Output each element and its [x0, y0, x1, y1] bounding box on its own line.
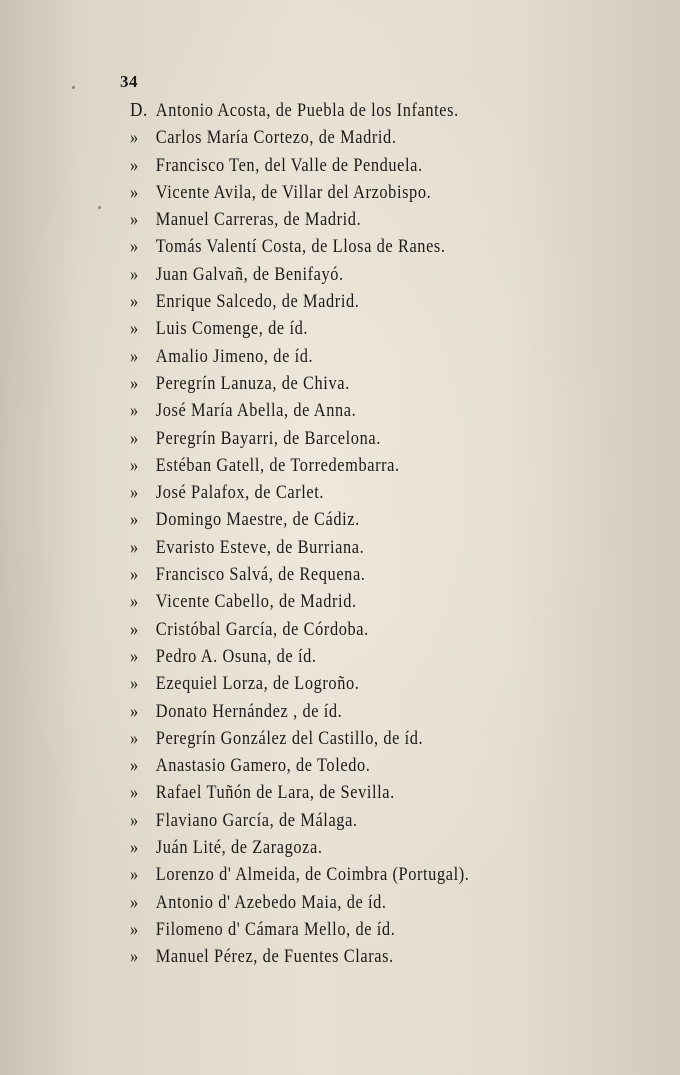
list-item	[130, 616, 594, 643]
ditto-mark: »	[130, 645, 139, 667]
list-item	[130, 752, 594, 779]
entry-text: Lorenzo d' Almeida, de Coimbra (Portugal).	[155, 864, 470, 886]
ditto-mark: »	[130, 345, 139, 367]
ditto-mark: »	[130, 673, 139, 695]
list-item	[130, 315, 594, 342]
ditto-mark: »	[130, 727, 139, 749]
ditto-mark: »	[130, 209, 139, 231]
entry-text: Juán Lité, de Zaragoza.	[155, 837, 323, 859]
list-item	[130, 179, 594, 206]
entry-text: Anastasio Gamero, de Toledo.	[155, 755, 371, 777]
entry-text: Peregrín Bayarri, de Barcelona.	[155, 427, 381, 449]
list-item	[130, 506, 594, 533]
list-item	[130, 233, 594, 260]
list-item	[130, 124, 594, 151]
list-item	[130, 370, 594, 397]
entry-text: Domingo Maestre, de Cádiz.	[155, 509, 360, 531]
entry-text: Amalio Jimeno, de íd.	[155, 345, 314, 367]
list-item	[130, 97, 594, 124]
ditto-mark: »	[130, 400, 139, 422]
entry-text: Antonio Acosta, de Puebla de los Infantes.	[155, 100, 459, 121]
entry-text: José Palafox, de Carlet.	[155, 482, 325, 504]
entry-text: Vicente Avila, de Villar del Arzobispo.	[155, 181, 432, 203]
entry-text: Juan Galvañ, de Benifayó.	[155, 263, 344, 285]
entry-text: Francisco Ten, del Valle de Penduela.	[155, 154, 423, 176]
list-item	[130, 534, 594, 561]
ditto-mark: »	[130, 755, 139, 777]
list-item	[130, 834, 594, 861]
entry-text: Francisco Salvá, de Requena.	[155, 564, 366, 586]
entry-text: Flaviano García, de Málaga.	[155, 809, 358, 831]
name-list	[130, 97, 670, 971]
list-item	[130, 397, 594, 424]
list-item	[130, 479, 594, 506]
entry-text: Peregrín González del Castillo, de íd.	[155, 727, 424, 749]
list-item	[130, 807, 594, 834]
entry-text: Pedro A. Osuna, de íd.	[155, 645, 317, 667]
list-item	[130, 643, 594, 670]
ditto-mark: »	[130, 891, 139, 913]
ditto-mark: »	[130, 809, 139, 831]
list-item	[130, 206, 594, 233]
list-item	[130, 261, 594, 288]
ditto-mark: »	[130, 618, 139, 640]
list-item	[130, 343, 594, 370]
list-item	[130, 861, 594, 888]
entry-text: Estéban Gatell, de Torredembarra.	[155, 454, 400, 476]
ditto-mark: »	[130, 372, 139, 394]
ditto-mark: »	[130, 154, 139, 176]
entry-text: Rafael Tuñón de Lara, de Sevilla.	[155, 782, 395, 804]
list-item	[130, 943, 594, 970]
ditto-mark: »	[130, 591, 139, 613]
entry-text: Manuel Carreras, de Madrid.	[155, 209, 362, 231]
ditto-mark: »	[130, 864, 139, 886]
ink-speck	[98, 206, 101, 209]
entry-text: Donato Hernández , de íd.	[155, 700, 343, 722]
list-item	[130, 670, 594, 697]
entry-text: Tomás Valentí Costa, de Llosa de Ranes.	[155, 236, 446, 258]
entry-text: Filomeno d' Cámara Mello, de íd.	[155, 918, 396, 940]
list-item	[130, 288, 594, 315]
entry-text: Evaristo Esteve, de Burriana.	[155, 536, 365, 558]
entry-text: Cristóbal García, de Córdoba.	[155, 618, 369, 640]
ditto-mark: »	[130, 918, 139, 940]
ditto-mark: »	[130, 236, 139, 258]
page-number: 34	[120, 72, 138, 91]
entry-text: Carlos María Cortezo, de Madrid.	[155, 127, 397, 149]
list-item	[130, 916, 594, 943]
entry-text: Enrique Salcedo, de Madrid.	[155, 291, 360, 313]
list-item	[130, 425, 594, 452]
list-item	[130, 779, 594, 806]
ditto-mark: »	[130, 509, 139, 531]
list-item	[130, 725, 594, 752]
list-item	[130, 561, 594, 588]
list-item	[130, 152, 594, 179]
ditto-mark: »	[130, 700, 139, 722]
ditto-mark: »	[130, 291, 139, 313]
ditto-mark: »	[130, 318, 139, 340]
entry-text: Ezequiel Lorza, de Logroño.	[155, 673, 360, 695]
ink-speck	[72, 86, 75, 89]
ditto-mark: »	[130, 427, 139, 449]
entry-text: Antonio d' Azebedo Maia, de íd.	[155, 891, 387, 913]
entry-text: Manuel Pérez, de Fuentes Claras.	[155, 946, 394, 968]
ditto-mark: »	[130, 564, 139, 586]
entry-text: Luis Comenge, de íd.	[155, 318, 309, 340]
entry-text: Vicente Cabello, de Madrid.	[155, 591, 357, 613]
list-item	[130, 452, 594, 479]
ditto-mark: »	[130, 782, 139, 804]
entry-text: José María Abella, de Anna.	[155, 400, 357, 422]
list-item	[130, 588, 594, 615]
ditto-mark: »	[130, 181, 139, 203]
ditto-mark: »	[130, 263, 139, 285]
ditto-mark: »	[130, 482, 139, 504]
list-item	[130, 698, 594, 725]
ditto-mark: »	[130, 837, 139, 859]
ditto-mark: »	[130, 536, 139, 558]
ditto-mark: »	[130, 127, 139, 149]
entry-text: Peregrín Lanuza, de Chiva.	[155, 372, 350, 394]
ditto-mark: »	[130, 946, 139, 968]
ditto-mark: »	[130, 454, 139, 476]
honorific-mark: D.	[130, 99, 148, 121]
list-item	[130, 889, 594, 916]
